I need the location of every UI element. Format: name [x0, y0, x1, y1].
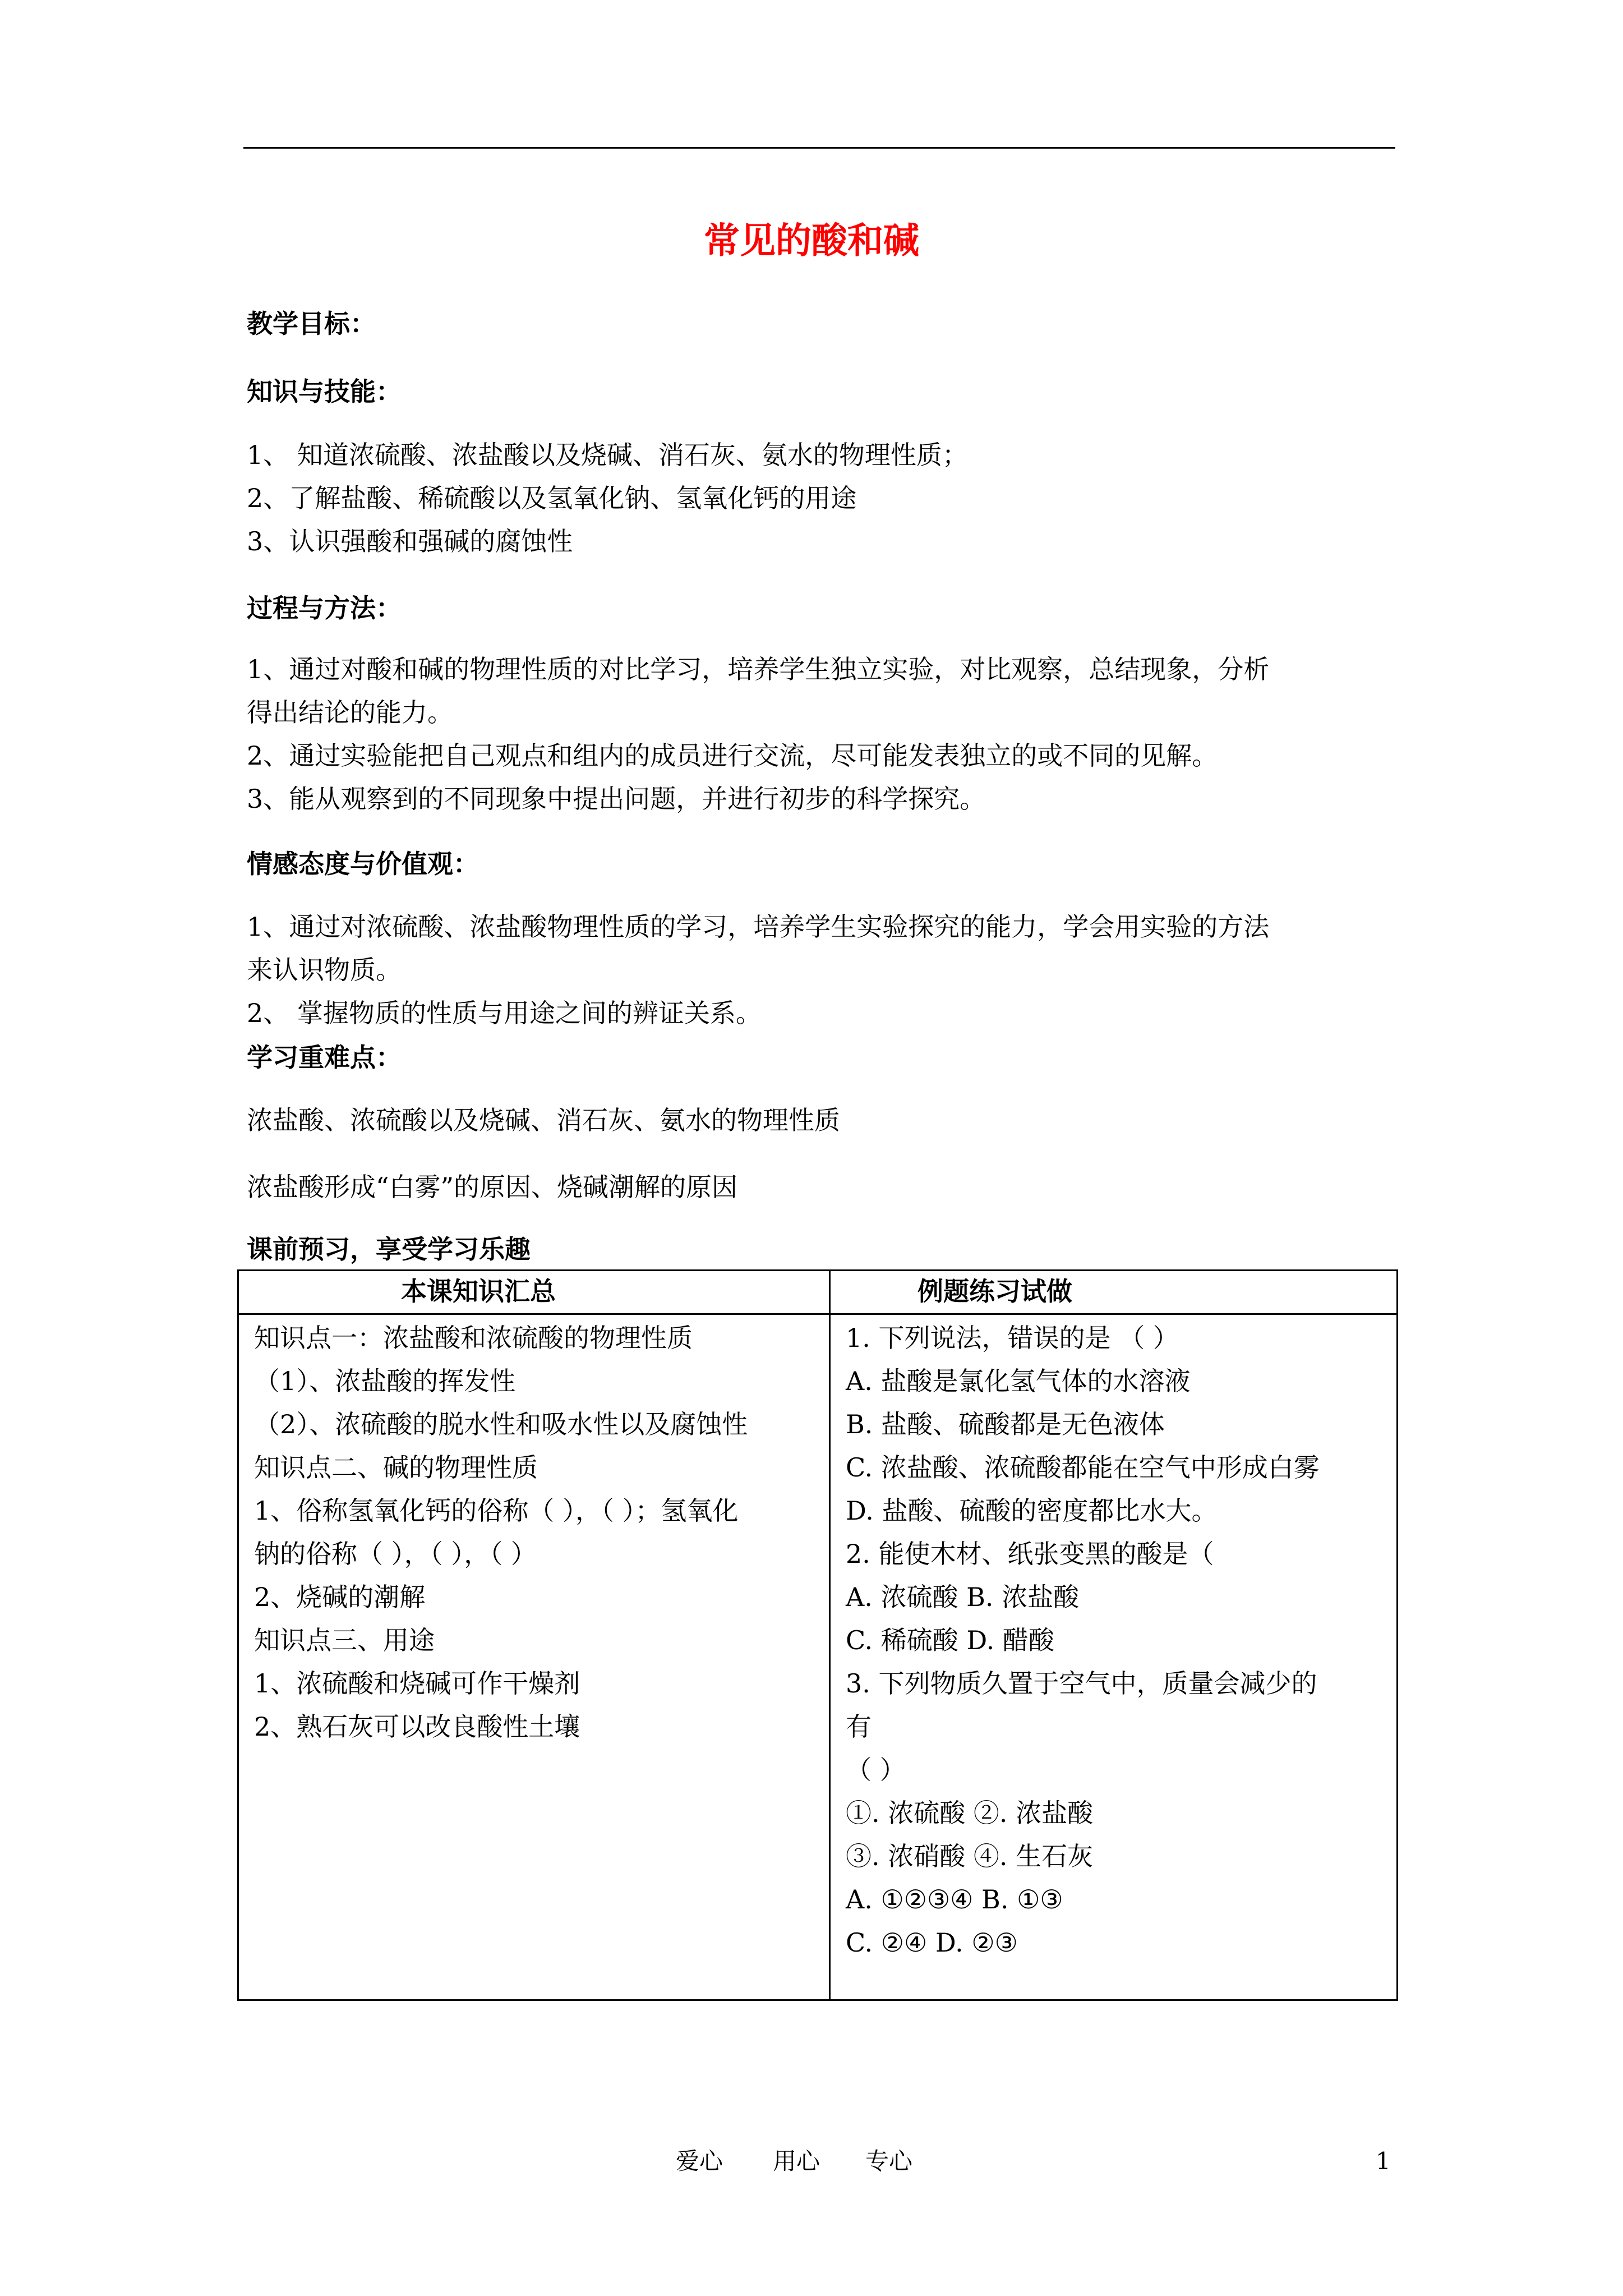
summary-line: 知识点一：浓盐酸和浓硫酸的物理性质 — [254, 1323, 693, 1353]
key-points-heading: 学习重难点： — [247, 1042, 402, 1073]
summary-line: （2）、浓硫酸的脱水性和吸水性以及腐蚀性 — [254, 1409, 748, 1439]
exercise-line: C. ②④ D. ②③ — [846, 1927, 1018, 1958]
exercise-line: D. 盐酸、硫酸的密度都比水大。 — [846, 1496, 1218, 1526]
exercise-line: 3. 下列物质久置于空气中，质量会减少的 — [846, 1668, 1317, 1699]
table-border-left — [237, 1269, 239, 2001]
footer-text-left: 爱心 — [676, 2147, 723, 2175]
list-item: 3、认识强酸和强碱的腐蚀性 — [247, 526, 573, 556]
summary-line: （1）、浓盐酸的挥发性 — [254, 1366, 516, 1396]
summary-line: 1、浓硫酸和烧碱可作干燥剂 — [254, 1668, 580, 1699]
exercise-line: A. 浓硫酸 B. 浓盐酸 — [846, 1582, 1080, 1612]
exercise-line: C. 浓盐酸、浓硫酸都能在空气中形成白雾 — [846, 1452, 1320, 1483]
exercise-line: ①. 浓硫酸 ②. 浓盐酸 — [846, 1798, 1094, 1828]
list-item: 2、通过实验能把自己观点和组内的成员进行交流，尽可能发表独立的或不同的见解。 — [247, 740, 1218, 771]
summary-line: 钠的俗称（ ），（ ），（ ） — [254, 1539, 537, 1569]
exercise-line: 2. 能使木材、纸张变黑的酸是（ — [846, 1539, 1214, 1569]
knowledge-summary-column — [254, 1317, 820, 1749]
page-number: 1 — [1376, 2147, 1391, 2175]
table-header-right: 例题练习试做 — [917, 1276, 1072, 1306]
list-item: 1、 知道浓硫酸、浓盐酸以及烧碱、消石灰、氨水的物理性质； — [247, 440, 968, 470]
list-item: 3、能从观察到的不同现象中提出问题，并进行初步的科学探究。 — [247, 784, 986, 814]
summary-line: 2、烧碱的潮解 — [254, 1582, 426, 1612]
table-header-divider — [237, 1313, 1398, 1315]
attitude-values-heading: 情感态度与价值观： — [247, 849, 479, 879]
exercise-line: （ ） — [846, 1755, 906, 1785]
knowledge-skills-list — [247, 434, 1385, 563]
exercise-line: ③. 浓硝酸 ④. 生石灰 — [846, 1841, 1094, 1871]
preview-heading: 课前预习，享受学习乐趣 — [247, 1234, 531, 1264]
header-rule — [243, 147, 1395, 149]
knowledge-table — [237, 1269, 1398, 2001]
table-border-bottom — [237, 1999, 1398, 2001]
list-item: 1、通过对酸和碱的物理性质的对比学习，培养学生独立实验，对比观察，总结现象，分析 — [247, 654, 1270, 684]
summary-line: 知识点二、碱的物理性质 — [254, 1452, 538, 1483]
document-title: 常见的酸和碱 — [704, 220, 919, 262]
process-methods-heading: 过程与方法： — [247, 593, 402, 623]
footer-text-right: 专心 — [865, 2147, 913, 2175]
key-point-item: 浓盐酸、浓硫酸以及烧碱、消石灰、氨水的物理性质 — [247, 1105, 840, 1135]
exercise-line: A. ①②③④ B. ①③ — [846, 1884, 1063, 1915]
footer-text-middle: 用心 — [773, 2147, 820, 2175]
process-methods-list — [247, 648, 1385, 821]
exercise-line: B. 盐酸、硫酸都是无色液体 — [846, 1409, 1165, 1439]
objectives-heading: 教学目标： — [247, 309, 376, 339]
list-item: 2、了解盐酸、稀硫酸以及氢氧化钠、氢氧化钙的用途 — [247, 483, 857, 513]
summary-line: 知识点三、用途 — [254, 1625, 435, 1655]
knowledge-skills-heading: 知识与技能： — [247, 376, 402, 407]
exercise-line: 有 — [846, 1711, 872, 1742]
exercise-line: C. 稀硫酸 D. 醋酸 — [846, 1625, 1054, 1655]
summary-line: 2、熟石灰可以改良酸性土壤 — [254, 1711, 580, 1742]
list-item: 得出结论的能力。 — [247, 697, 453, 728]
table-border-right — [1396, 1269, 1398, 2001]
list-item: 来认识物质。 — [247, 955, 402, 985]
exercise-line: A. 盐酸是氯化氢气体的水溶液 — [846, 1366, 1191, 1396]
attitude-values-list — [247, 905, 1385, 1035]
list-item: 1、通过对浓硫酸、浓盐酸物理性质的学习，培养学生实验探究的能力，学会用实验的方法 — [247, 912, 1270, 942]
list-item: 2、 掌握物质的性质与用途之间的辨证关系。 — [247, 998, 762, 1028]
table-column-divider — [829, 1269, 831, 2001]
table-header-left: 本课知识汇总 — [401, 1276, 556, 1306]
exercise-line: 1. 下列说法，错误的是 （ ） — [846, 1323, 1179, 1353]
summary-line: 1、俗称氢氧化钙的俗称（ ），（ ）；氢氧化 — [254, 1496, 739, 1526]
exercise-column — [846, 1317, 1390, 1964]
key-point-item: 浓盐酸形成“白雾”的原因、烧碱潮解的原因 — [247, 1172, 738, 1202]
